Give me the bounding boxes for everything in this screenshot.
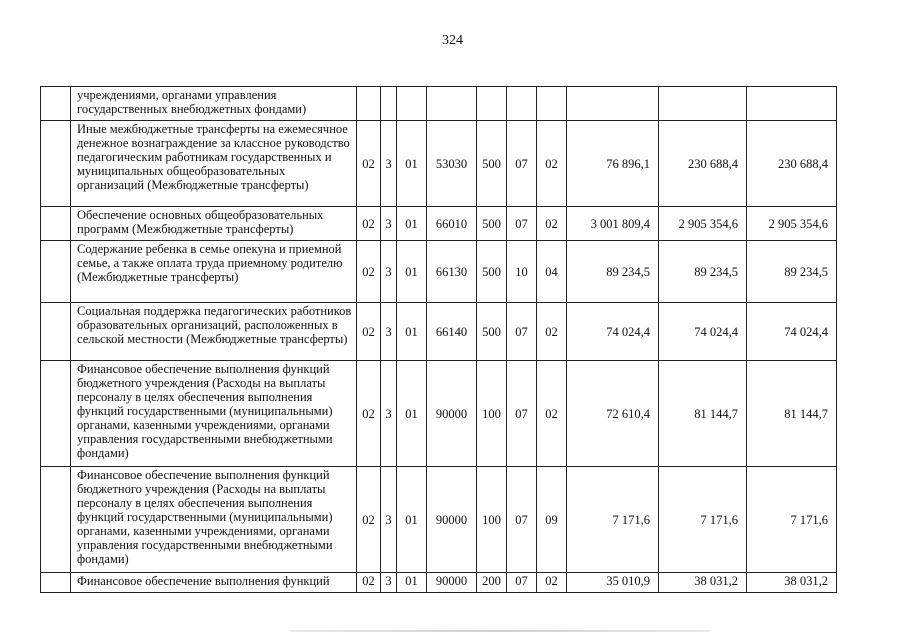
amount-year-3: 89 234,5 [747, 241, 837, 303]
row-name: Социальная поддержка педагогических работников образовательных организаций, расположенных в сельской местности (Межбюджетные трансферты) [71, 303, 357, 361]
amount-year-1: 35 010,9 [567, 573, 659, 593]
code-program: 02 [357, 121, 381, 207]
table-body [41, 87, 837, 593]
amount-year-3: 74 024,4 [747, 303, 837, 361]
code-direction: 90000 [427, 573, 477, 593]
code-subsection [537, 87, 567, 121]
row-number-cell [41, 303, 71, 361]
code-subsection: 02 [537, 207, 567, 241]
table-row [41, 467, 837, 573]
table-row [41, 361, 837, 467]
amount-year-1: 89 234,5 [567, 241, 659, 303]
code-section: 07 [507, 573, 537, 593]
code-subprogram: 3 [381, 241, 397, 303]
code-expense-type: 200 [477, 573, 507, 593]
amount-year-2: 230 688,4 [659, 121, 747, 207]
row-name: учреждениями, органами управления государственных внебюджетных фондами) [71, 87, 357, 121]
code-section: 10 [507, 241, 537, 303]
code-expense-type: 500 [477, 121, 507, 207]
amount-year-2: 89 234,5 [659, 241, 747, 303]
code-subsection: 02 [537, 121, 567, 207]
row-name: Иные межбюджетные трансферты на ежемесячное денежное вознаграждение за классное руководство педагогическим работникам государственных и муниципальных общеобразовательных организаций (Межбюджетные трансферты) [71, 121, 357, 207]
code-direction: 90000 [427, 361, 477, 467]
code-section: 07 [507, 121, 537, 207]
code-program: 02 [357, 467, 381, 573]
code-subprogram: 3 [381, 207, 397, 241]
code-measure: 01 [397, 241, 427, 303]
amount-year-2: 38 031,2 [659, 573, 747, 593]
scan-artifact-line [290, 630, 710, 632]
code-subprogram [381, 87, 397, 121]
amount-year-1: 7 171,6 [567, 467, 659, 573]
amount-year-2: 7 171,6 [659, 467, 747, 573]
row-name: Финансовое обеспечение выполнения функций бюджетного учреждения (Расходы на выплаты персоналу в целях обеспечения выполнения функций государственными (муниципальными) органами, казенными учреждениями, органами управления государственными внебюджетными фондами) [71, 467, 357, 573]
row-number-cell [41, 121, 71, 207]
table-row [41, 87, 837, 121]
amount-year-1 [567, 87, 659, 121]
code-subsection: 02 [537, 303, 567, 361]
code-program: 02 [357, 573, 381, 593]
code-program: 02 [357, 207, 381, 241]
code-subsection: 02 [537, 361, 567, 467]
amount-year-2: 2 905 354,6 [659, 207, 747, 241]
code-expense-type [477, 87, 507, 121]
amount-year-1: 72 610,4 [567, 361, 659, 467]
amount-year-3 [747, 87, 837, 121]
amount-year-2: 81 144,7 [659, 361, 747, 467]
code-expense-type: 500 [477, 303, 507, 361]
code-direction: 66140 [427, 303, 477, 361]
row-number-cell [41, 241, 71, 303]
code-expense-type: 500 [477, 207, 507, 241]
code-section: 07 [507, 207, 537, 241]
code-direction: 53030 [427, 121, 477, 207]
code-subsection: 04 [537, 241, 567, 303]
amount-year-3: 230 688,4 [747, 121, 837, 207]
code-subsection: 09 [537, 467, 567, 573]
code-section [507, 87, 537, 121]
amount-year-3: 81 144,7 [747, 361, 837, 467]
row-number-cell [41, 467, 71, 573]
amount-year-1: 74 024,4 [567, 303, 659, 361]
code-measure: 01 [397, 361, 427, 467]
code-program: 02 [357, 303, 381, 361]
code-section: 07 [507, 303, 537, 361]
row-number-cell [41, 573, 71, 593]
amount-year-1: 76 896,1 [567, 121, 659, 207]
amount-year-2: 74 024,4 [659, 303, 747, 361]
table-row [41, 573, 837, 593]
code-subprogram: 3 [381, 303, 397, 361]
table-row [41, 207, 837, 241]
code-expense-type: 500 [477, 241, 507, 303]
code-direction: 66130 [427, 241, 477, 303]
code-measure: 01 [397, 121, 427, 207]
code-program: 02 [357, 361, 381, 467]
amount-year-2 [659, 87, 747, 121]
code-subsection: 02 [537, 573, 567, 593]
row-number-cell [41, 207, 71, 241]
row-number-cell [41, 87, 71, 121]
code-measure: 01 [397, 303, 427, 361]
code-measure: 01 [397, 207, 427, 241]
amount-year-1: 3 001 809,4 [567, 207, 659, 241]
code-section: 07 [507, 467, 537, 573]
code-direction: 66010 [427, 207, 477, 241]
row-name: Финансовое обеспечение выполнения функций бюджетного учреждения (Расходы на выплаты персоналу в целях обеспечения выполнения функций государственными (муниципальными) органами, казенными учреждениями, органами управления государственными внебюджетными фондами) [71, 361, 357, 467]
amount-year-3: 2 905 354,6 [747, 207, 837, 241]
code-subprogram: 3 [381, 121, 397, 207]
row-name: Обеспечение основных общеобразовательных программ (Межбюджетные трансферты) [71, 207, 357, 241]
code-subprogram: 3 [381, 573, 397, 593]
code-direction: 90000 [427, 467, 477, 573]
budget-table [40, 86, 837, 593]
code-measure: 01 [397, 573, 427, 593]
code-expense-type: 100 [477, 467, 507, 573]
code-subprogram: 3 [381, 467, 397, 573]
amount-year-3: 7 171,6 [747, 467, 837, 573]
code-direction [427, 87, 477, 121]
row-name: Содержание ребенка в семье опекуна и приемной семье, а также оплата труда приемному родителю (Межбюджетные трансферты) [71, 241, 357, 303]
table-row [41, 241, 837, 303]
amount-year-3: 38 031,2 [747, 573, 837, 593]
code-expense-type: 100 [477, 361, 507, 467]
code-measure: 01 [397, 467, 427, 573]
page-number: 324 [442, 33, 463, 48]
code-subprogram: 3 [381, 361, 397, 467]
code-measure [397, 87, 427, 121]
row-number-cell [41, 361, 71, 467]
table-row [41, 303, 837, 361]
table-row [41, 121, 837, 207]
code-program: 02 [357, 241, 381, 303]
row-name: Финансовое обеспечение выполнения функций [71, 573, 357, 593]
code-program [357, 87, 381, 121]
code-section: 07 [507, 361, 537, 467]
